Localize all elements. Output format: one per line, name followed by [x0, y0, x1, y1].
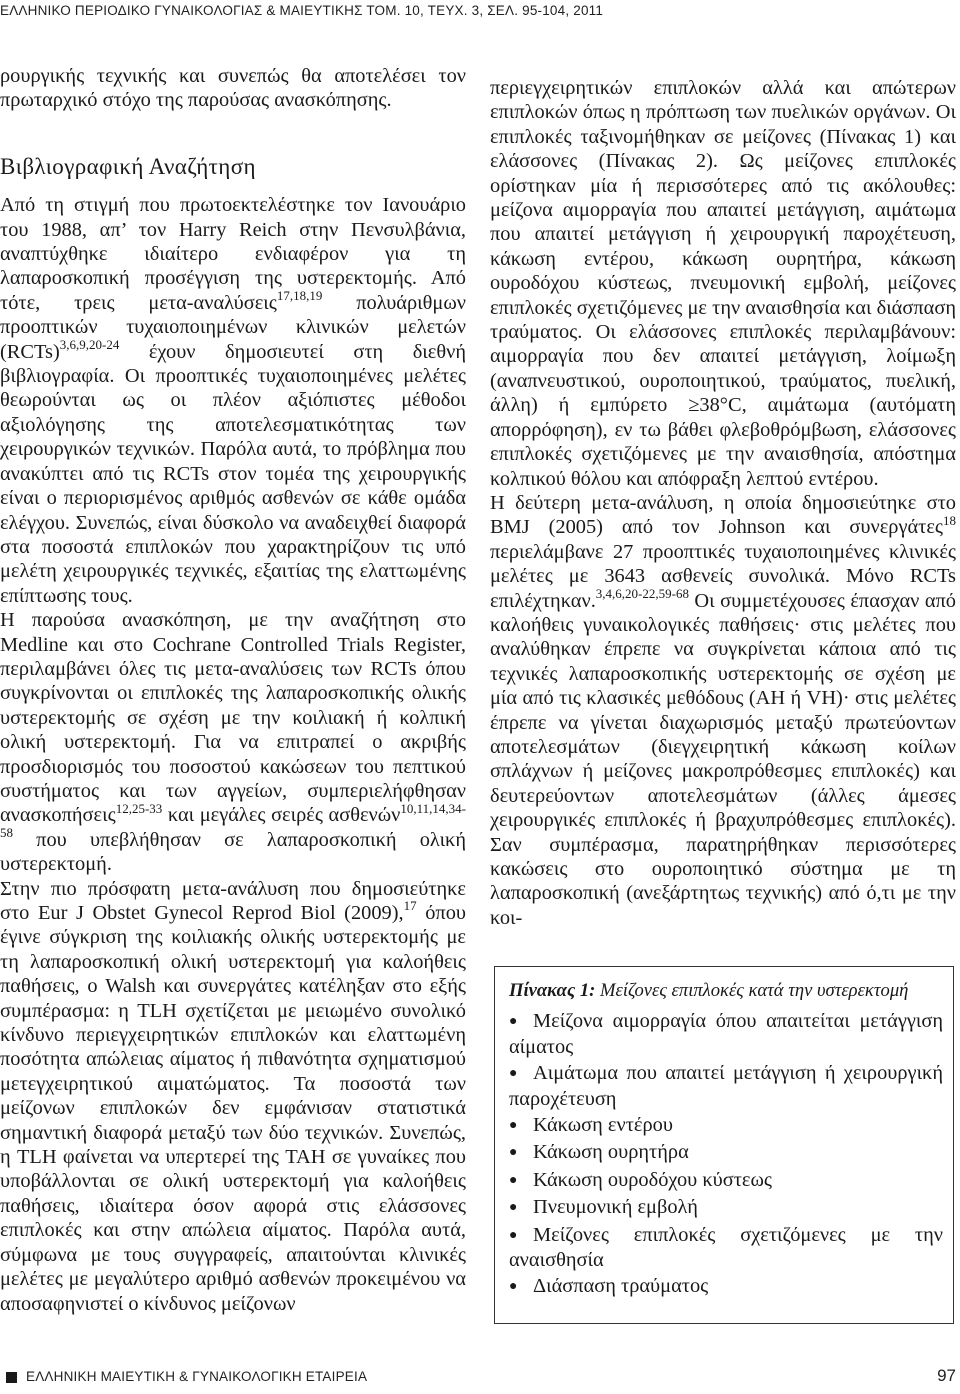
footer-text: ΕΛΛΗΝΙΚΗ ΜΑΙΕΥΤΙΚΗ & ΓΥΝΑΙΚΟΛΟΓΙΚΗ ΕΤΑΙΡΕΙΑ [26, 1369, 368, 1384]
bullet-icon: ● [509, 1145, 518, 1161]
citation: 12,25-33 [115, 800, 163, 816]
table-1-box [494, 966, 954, 1324]
list-item [509, 1009, 943, 1059]
bullet-icon: ● [509, 1118, 518, 1134]
bullet-icon: ● [509, 1279, 518, 1295]
paragraph-5 [490, 491, 956, 930]
list-item-text: Διάσπαση τραύματος [533, 1275, 709, 1298]
list-item-text: Κάκωση ουρητήρα [533, 1141, 689, 1164]
bullet-icon: ● [509, 1066, 518, 1082]
list-item-text: Μείζονες επιπλοκές σχετιζόμενες με την αναισθησία [509, 1223, 943, 1272]
table-title [509, 979, 943, 1003]
list-item-text: Κάκωση εντέρου [533, 1114, 673, 1137]
bullet-icon: ● [509, 1227, 518, 1243]
paragraph-1 [0, 193, 466, 608]
citation: 18 [943, 512, 956, 528]
text-run: Οι συμμετέχουσες έπασχαν από καλοήθεις γυναικολογικές παθήσεις· στις μελέτες που αναλύθηκαν έπρεπε να συγκρίνεται κάποια από τις τεχνικές λαπαροσκοπικής υστερεκτομής σε σχέση με μία από τις κλασικές μεθόδους (AH ή VH)· στις μελέτες έπρεπε να γίνεται διαχωρισμός μεταξύ πρωτεύοντων αποτελεσμάτων (διεγχειρητική κάκωση κοίλων σπλάχνων ή μείζονες μακροπρόθεσμες επιπλοκές) και δευτερεύοντων αποτελεσμάτων (άλλες άμεσες χειρουργικές επιπλοκές ή βραχυπρόθεσμες επιπλοκές). Σαν συμπέρασμα, παρατηρήθηκαν περισσότερες κακώσεις στο ουροποιητικό σύστημα με τη λαπαροσκοπική (ανεξάρτητως τεχνικής) από ό,τι με την κοι- [490, 589, 956, 929]
text-run: που υπεβλήθησαν σε λαπαροσκοπική ολική υστερεκτομή. [0, 828, 466, 876]
citation: 3,4,6,20-22,59-68 [595, 585, 689, 601]
list-item-text: Πνευμονική εμβολή [533, 1196, 698, 1219]
running-head: ΕΛΛΗΝΙΚΟ ΠΕΡΙΟΔΙΚΟ ΓΥΝΑΙΚΟΛΟΓΙΑΣ & ΜΑΙΕΥΤΙΚΗΣ ΤΟΜ. 10, ΤΕΥΧ. 3, ΣΕΛ. 95-104, 2011 [0, 3, 604, 18]
list-item [509, 1168, 943, 1193]
list-item-text: Μείζονα αιμορραγία όπου απαιτείται μετάγγιση αίματος [509, 1010, 943, 1058]
citation: 17,18,19 [276, 288, 323, 304]
citation: 3,6,9,20-24 [59, 336, 120, 352]
bullet-icon: ● [509, 1200, 518, 1216]
paragraph-4: περιεγχειρητικών επιπλοκών αλλά και απώτερων επιπλοκών όπως η πρόπτωση των πυελικών οργάνων. Οι επιπλοκές ταξινομήθηκαν σε μείζονες (Πίνακας 1) και ελάσσονες (Πίνακας 2). Ως μείζονες επιπλοκές ορίστηκαν μία ή περισσότερες από τις ακόλουθες: μείζονα αιμορραγία που απαιτεί μετάγγιση, αιμάτωμα που απαιτεί μετάγγιση ή χειρουργική παροχέτευση, κάκωση εντέρου, κάκωση ουρητήρα, κάκωση ουροδόχου κύστεως, πνευμονική εμβολή, μείζονες επιπλοκές σχετιζόμενες με την αναισθησία και διάσπαση τραύματος. Οι ελάσσονες επιπλοκές περιλαμβάνουν: αιμορραγία που δεν απαιτεί μετάγγιση, λοίμωξη (αναπνευστικού, ουροποιητικού, τραύματος, πυελική, άλλη) ή εμπύρετο ≥38°C, αιμάτωμα (αυτόματη απορρόφηση), εν τω βάθει φλεβοθρόμβωση, ελάσσονες επιπλοκές σχετιζόμενες με την αναισθησία, απόστημα κολπικού θόλου και απόφραξη λεπτού εντέρου. [490, 77, 956, 490]
paragraph-2 [0, 608, 466, 876]
complication-list [509, 1009, 943, 1299]
text-run: περιελάμβανε 27 προοπτικές τυχαιοποιημένες κλινικές μελέτες με 3643 ασθενείς συνολικά. Μόνο RCTs επιλέχτηκαν. [490, 540, 956, 612]
right-column [490, 76, 956, 930]
list-item [509, 1061, 943, 1111]
text-run: και μεγάλες σειρές ασθενών [162, 804, 401, 827]
intro-paragraph: ρουργικής τεχνικής και συνεπώς θα αποτελέσει τον πρωταρχικό στόχο της παρούσας ανασκόπησης. [0, 65, 466, 112]
citation: 10,11,14,34-58 [0, 800, 466, 840]
list-item [509, 1223, 943, 1273]
text-run: όπου έγινε σύγκριση της κοιλιακής ολικής υστερεκτομής με τη λαπαροσκοπική ολική υστερεκτομή για καλοήθεις παθήσεις, ο Walsh και συνεργάτες κατέληξαν στο εξής συμπέρασμα: η TLH σχετίζεται με μειωμένο συνολικό κίνδυνο περιεγχειρητικών επιπλοκών και ελαττωμένη ποσότητα απώλειας αίματος ή πιθανότητα σχηματισμού μετεγχειρητικού αιματώματος. Τα ποσοστά των μείζονων επιπλοκών δεν εμφάνισαν στατιστικά σημαντική διαφορά μεταξύ των δύο τεχνικών. Συνεπώς, η TLH φαίνεται να υπερτερεί της TAH σε γυναίκες που υποβάλλονται σε ολική υστερεκτομή για καλοήθεις παθήσεις, ιδιαίτερα όσον αφορά στις ελάσσονες επιπλοκές και στην απώλεια αίματος. Παρόλα αυτά, σύμφωνα με τους συγγραφείς, απαιτούνται κλινικές μελέτες με μεγαλύτερο αριθμό ασθενών προκειμένου να αποσαφηνιστεί ο κίνδυνος μείζονων [0, 902, 466, 1315]
page-number: 97 [937, 1366, 956, 1385]
citation: 17 [403, 898, 417, 914]
list-item [509, 1195, 943, 1220]
left-column [0, 64, 466, 1316]
square-icon [6, 1372, 17, 1383]
text-run: Από τη στιγμή που πρωτοεκτελέστηκε τον Ιανουάριο του 1988, απ’ τον Harry Reich στην Πενσυλβάνια, αναπτύχθηκε ιδιαίτερο ενδιαφέρον για τη λαπαροσκοπική προσέγγιση της υστερεκτομής. Από τότε, τρεις μετα-αναλύσεις [0, 194, 466, 314]
table-label: Πίνακας 1: [509, 980, 596, 1001]
text-run: Στην πιο πρόσφατη μετα-ανάλυση που δημοσιεύτηκε στο Eur J Obstet Gynecol Reprod Biol (2009), [0, 877, 466, 924]
bullet-icon: ● [509, 1172, 518, 1188]
list-item [509, 1274, 943, 1299]
bullet-icon: ● [509, 1014, 518, 1030]
list-item [509, 1113, 943, 1138]
list-item-text: Αιμάτωμα που απαιτεί μετάγγιση ή χειρουργική παροχέτευση [509, 1062, 943, 1110]
page-footer [0, 1368, 960, 1392]
section-heading: Βιβλιογραφική Αναζήτηση [0, 153, 256, 179]
text-run: έχουν δημοσιευτεί στη διεθνή βιβλιογραφία. Οι προοπτικές τυχαιοποιημένες μελέτες θεωρούνται ως οι πλέον αξιόπιστες μέθοδοι αξιολόγησης της αποτελεσματικότητας των χειρουργικών τεχνικών. Παρόλα αυτά, το πρόβλημα που ανακύπτει από τις RCTs στον τομέα της χειρουργικής είναι ο περιορισμένος αριθμός ασθενών σε κάθε ομάδα ελέγχου. Συνεπώς, είναι δύσκολο να αναδειχθεί διαφορά στα ποσοστά επιπλοκών που χαρακτηρίζουν τις υπό μελέτη χειρουργικές τεχνικές, εξαιτίας της ελαττωμένης επίπτωσης τους. [0, 340, 466, 607]
text-run: Η δεύτερη μετα-ανάλυση, η οποία δημοσιεύτηκε στο BMJ (2005) από τον Johnson και συνεργάτες [490, 491, 956, 539]
text-run: πολυάριθμων προοπτικών τυχαιοποιημένων κλινικών μελετών (RCTs) [0, 291, 466, 363]
list-item-text: Κάκωση ουροδόχου κύστεως [533, 1168, 772, 1191]
paragraph-3 [0, 877, 466, 1316]
text-run: Η παρούσα ανασκόπηση, με την αναζήτηση στο Medline και στο Cochrane Controlled Trials Register, περιλαμβάνει όλες τις μετα-αναλύσεις των RCTs όπου συγκρίνονται οι επιπλοκές της λαπαροσκοπικής ολικής υστερεκτομής σε σχέση με την κοιλιακή ή κολπική ολική υστερεκτομή. Για να επιτραπεί ο ακριβής προσδιορισμός του ποσοστού κακώσεων του πεπτικού συστήματος και των αγγείων, συμπεριελήφθησαν ανασκοπήσεις [0, 609, 466, 827]
table-caption: Μείζονες επιπλοκές κατά την υστερεκτομή [595, 980, 909, 1001]
list-item [509, 1140, 943, 1165]
